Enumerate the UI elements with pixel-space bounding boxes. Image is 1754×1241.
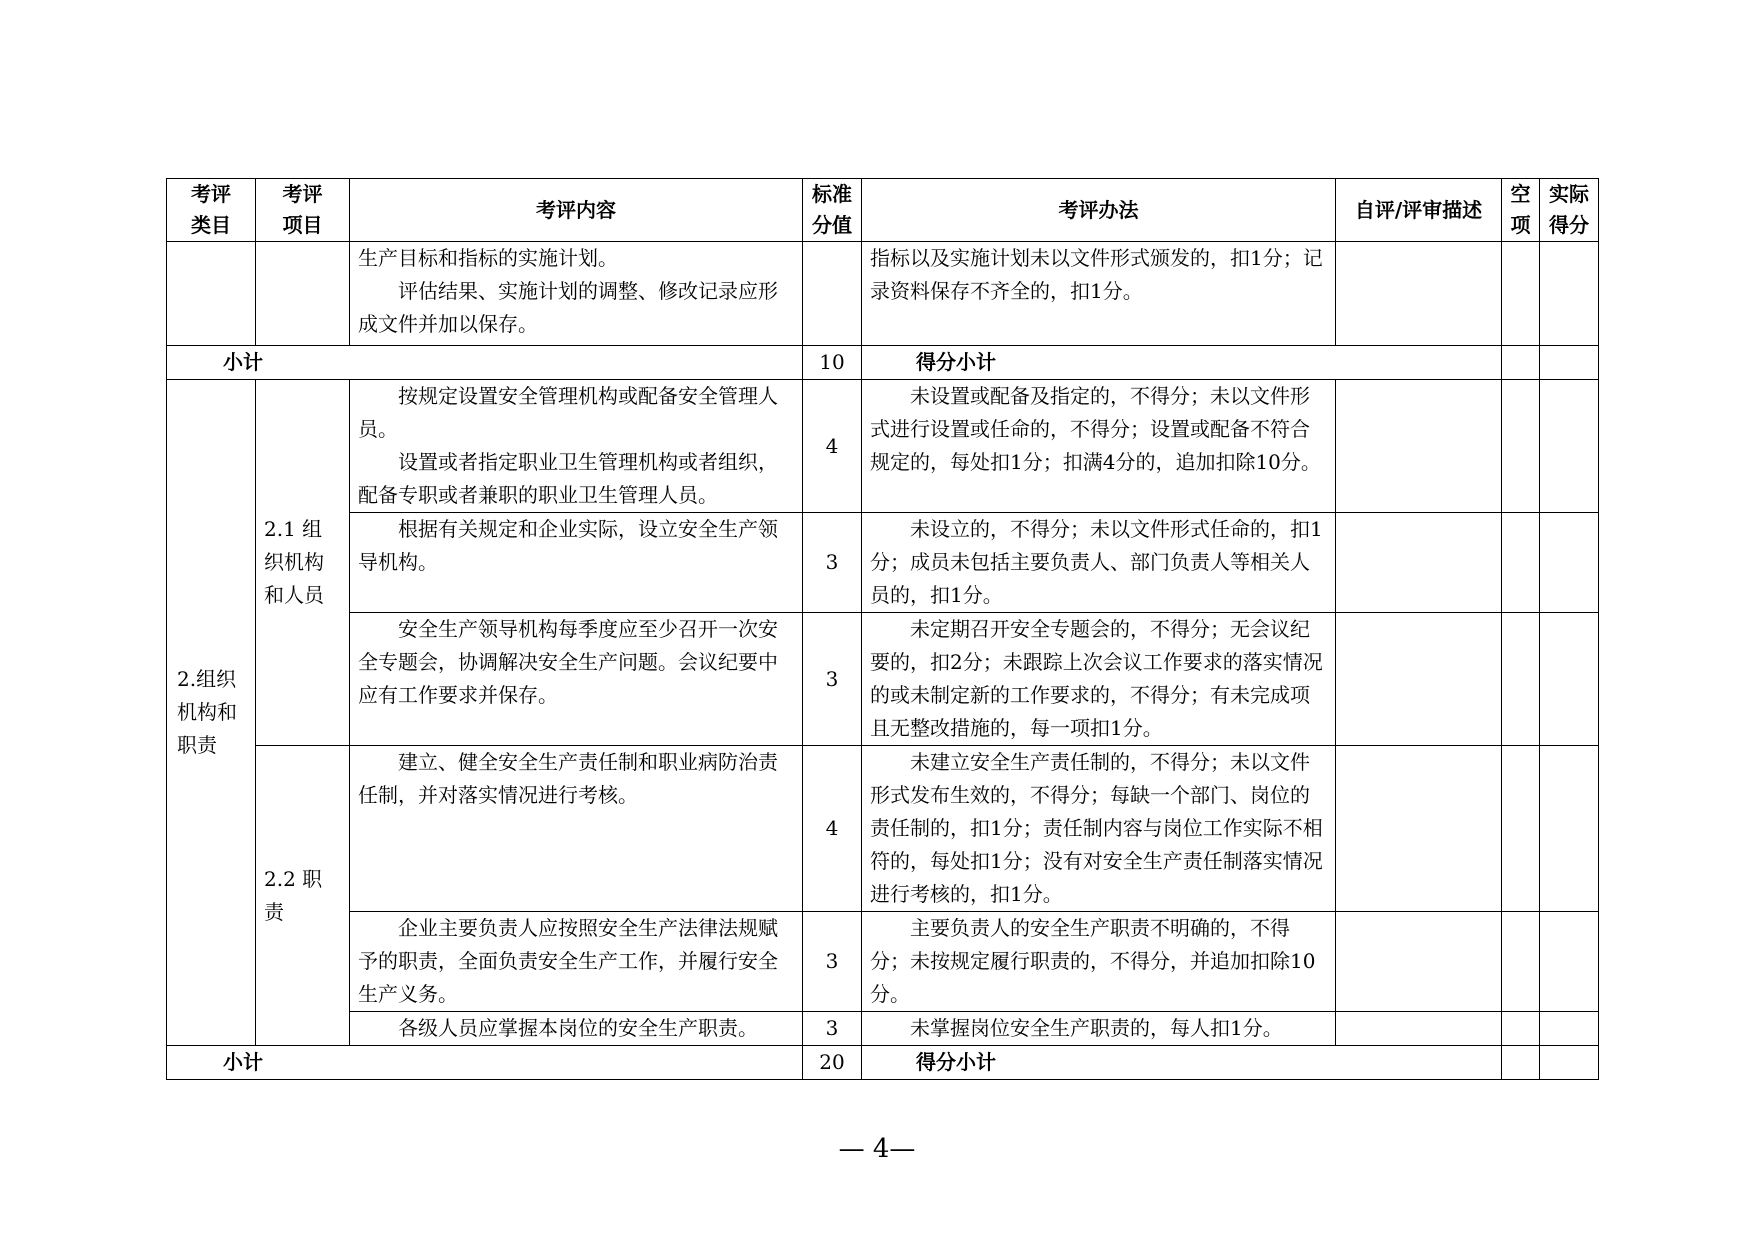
blank-cell <box>1502 912 1540 1012</box>
category-cell <box>167 380 256 1046</box>
std-score-cell: 3 <box>803 1012 862 1046</box>
subtotal-score: 20 <box>803 1046 862 1080</box>
table-row <box>167 513 1599 613</box>
content-text: 按规定设置安全管理机构或配备安全管理人员。 <box>358 384 778 441</box>
score-subtotal-label: 得分小计 <box>862 346 1502 380</box>
table-row <box>167 746 1599 912</box>
actual-score-cell <box>1540 380 1599 513</box>
blank-cell <box>1502 1012 1540 1046</box>
actual-score-cell <box>1540 1046 1599 1080</box>
cell-empty <box>803 242 862 346</box>
evaluation-table <box>166 178 1599 1080</box>
self-eval-cell <box>1336 613 1502 746</box>
method-cell: 未建立安全生产责任制的，不得分；未以文件形式发布生效的，不得分；每缺一个部门、岗位的责任制的，扣1分；责任制内容与岗位工作实际不相符的，每处扣1分；没有对安全生产责任制落实情况进行考核的，扣1分。 <box>862 746 1336 912</box>
content-text: 生产目标和指标的实施计划。 <box>358 246 618 270</box>
subtotal-label: 小计 <box>167 1046 803 1080</box>
subtotal-score: 10 <box>803 346 862 380</box>
blank-cell <box>1502 346 1540 380</box>
content-cell: 各级人员应掌握本岗位的安全生产职责。 <box>350 1012 803 1046</box>
header-content: 考评内容 <box>350 179 803 242</box>
actual-score-cell <box>1540 1012 1599 1046</box>
table-row <box>167 242 1599 346</box>
std-score-cell: 4 <box>803 746 862 912</box>
content-cell: 企业主要负责人应按照安全生产法律法规赋予的职责，全面负责安全生产工作，并履行安全生产义务。 <box>350 912 803 1012</box>
self-eval-cell <box>1336 746 1502 912</box>
method-text: 指标以及实施计划未以文件形式颁发的，扣1分；记录资料保存不齐全的，扣1分。 <box>870 246 1323 303</box>
item-label: 2.2 职责 <box>264 866 323 924</box>
self-eval-cell <box>1336 513 1502 613</box>
item-label: 2.1 组织机构和人员 <box>264 517 324 607</box>
self-eval-cell <box>1336 242 1502 346</box>
actual-score-cell <box>1540 346 1599 380</box>
page-number: — 4— <box>838 1134 916 1164</box>
actual-score-cell <box>1540 746 1599 912</box>
content-cell <box>350 242 803 346</box>
table-row <box>167 613 1599 746</box>
method-cell: 未设立的，不得分；未以文件形式任命的，扣1分；成员未包括主要负责人、部门负责人等相关人员的，扣1分。 <box>862 513 1336 613</box>
header-category: 考评 类目 <box>167 179 256 242</box>
table-row <box>167 380 1599 513</box>
blank-cell <box>1502 513 1540 613</box>
score-subtotal-label: 得分小计 <box>862 1046 1502 1080</box>
content-cell: 建立、健全安全生产责任制和职业病防治责任制，并对落实情况进行考核。 <box>350 746 803 912</box>
table-row <box>167 912 1599 1012</box>
table-row <box>167 1012 1599 1046</box>
header-std-score: 标准 分值 <box>803 179 862 242</box>
self-eval-cell <box>1336 380 1502 513</box>
content-cell: 安全生产领导机构每季度应至少召开一次安全专题会，协调解决安全生产问题。会议纪要中应有工作要求并保存。 <box>350 613 803 746</box>
content-text: 设置或者指定职业卫生管理机构或者组织，配备专职或者兼职的职业卫生管理人员。 <box>358 450 778 507</box>
actual-score-cell <box>1540 613 1599 746</box>
content-cell <box>350 380 803 513</box>
cell-empty <box>256 242 350 346</box>
actual-score-cell <box>1540 242 1599 346</box>
header-item: 考评 项目 <box>256 179 350 242</box>
subtotal-row <box>167 346 1599 380</box>
header-self-eval: 自评/评审描述 <box>1336 179 1502 242</box>
std-score-cell: 4 <box>803 380 862 513</box>
blank-cell <box>1502 746 1540 912</box>
subtotal-label: 小计 <box>167 346 803 380</box>
actual-score-cell <box>1540 912 1599 1012</box>
method-cell: 未设置或配备及指定的，不得分；未以文件形式进行设置或任命的，不得分；设置或配备不符合规定的，每处扣1分；扣满4分的，追加扣除10分。 <box>862 380 1336 513</box>
subtotal-row <box>167 1046 1599 1080</box>
blank-cell <box>1502 242 1540 346</box>
item-cell <box>256 746 350 1046</box>
blank-cell <box>1502 613 1540 746</box>
content-text: 评估结果、实施计划的调整、修改记录应形成文件并加以保存。 <box>358 279 778 336</box>
self-eval-cell <box>1336 1012 1502 1046</box>
method-cell: 未掌握岗位安全生产职责的，每人扣1分。 <box>862 1012 1336 1046</box>
method-cell: 未定期召开安全专题会的，不得分；无会议纪要的，扣2分；未跟踪上次会议工作要求的落实情况的或未制定新的工作要求的，不得分；有未完成项且无整改措施的，每一项扣1分。 <box>862 613 1336 746</box>
content-cell: 根据有关规定和企业实际，设立安全生产领导机构。 <box>350 513 803 613</box>
category-label: 2.组织机构和职责 <box>177 667 237 757</box>
actual-score-cell <box>1540 513 1599 613</box>
cell-empty <box>167 242 256 346</box>
item-cell <box>256 380 350 746</box>
header-method: 考评办法 <box>862 179 1336 242</box>
std-score-cell: 3 <box>803 912 862 1012</box>
method-cell: 主要负责人的安全生产职责不明确的，不得分；未按规定履行职责的，不得分，并追加扣除10分。 <box>862 912 1336 1012</box>
blank-cell <box>1502 1046 1540 1080</box>
header-blank: 空 项 <box>1502 179 1540 242</box>
std-score-cell: 3 <box>803 613 862 746</box>
method-cell <box>862 242 1336 346</box>
header-actual: 实际 得分 <box>1540 179 1599 242</box>
self-eval-cell <box>1336 912 1502 1012</box>
blank-cell <box>1502 380 1540 513</box>
header-row <box>167 179 1599 242</box>
std-score-cell: 3 <box>803 513 862 613</box>
